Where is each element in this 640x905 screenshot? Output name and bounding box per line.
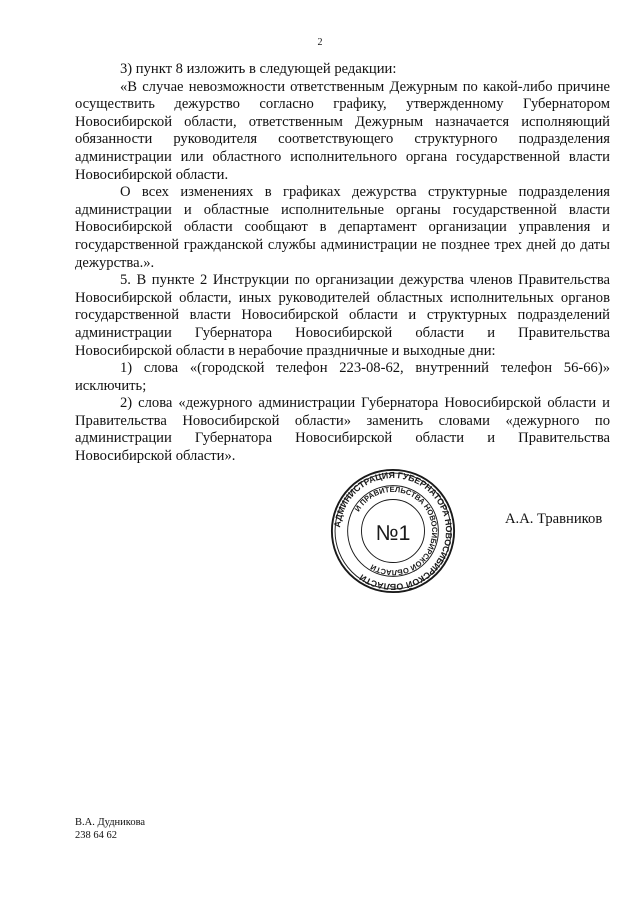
stamp-inner-text: И ПРАВИТЕЛЬСТВА НОВОСИБИРСКОЙ ОБЛАСТИ [352, 484, 440, 578]
signer-name: А.А. Травников [505, 511, 603, 527]
paragraph: «В случае невозможности ответственным Дежурным по какой-либо причине осуществить дежурство согласно графику, утвержденному Губернатором Новосибирской области, ответственным Дежурным назначается исполняющий обязанности руководителя соответствующего структурного подразделения администрации или областного исполнительного органа государственной власти Новосибирской области. [75, 78, 610, 183]
paragraph: 1) слова «(городской телефон 223-08-62, внутренний телефон 56-66)» исключить; [75, 360, 610, 394]
document-body [75, 61, 610, 466]
official-seal-stamp [330, 468, 456, 594]
paragraph: 5. В пункте 2 Инструкции по организации дежурства членов Правительства Новосибирской области, иных руководителей областных исполнительных органов государственной власти Новосибирской области и структурных подразделений администрации Губернатора Новосибирской области и Правительства Новосибирской области в нерабочие праздничные и выходные дни: [75, 272, 610, 359]
paragraph: О всех изменениях в графиках дежурства структурные подразделения администрации и областные исполнительные органы государственной власти Новосибирской области сообщают в департамент организации управления и государственной гражданской службы администрации не позднее трех дней до даты дежурства.». [75, 184, 610, 271]
executor-phone: 238 64 62 [75, 830, 117, 841]
footer-executor [75, 816, 145, 842]
page-number: 2 [317, 37, 323, 48]
paragraph: 2) слова «дежурного администрации Губернатора Новосибирской области и Правительства Новосибирской области» заменить словами «дежурного по администрации Губернатора Новосибирской области и Правительства Новосибирской области». [75, 395, 610, 465]
paragraph: 3) пункт 8 изложить в следующей редакции: [120, 61, 397, 77]
stamp-number: №1 [375, 520, 411, 545]
executor-name: В.А. Дудникова [75, 817, 146, 828]
stamp-outer-text: АДМИНИСТРАЦИЯ ГУБЕРНАТОРА НОВОСИБИРСКОЙ ОБЛАСТИ [332, 470, 455, 592]
